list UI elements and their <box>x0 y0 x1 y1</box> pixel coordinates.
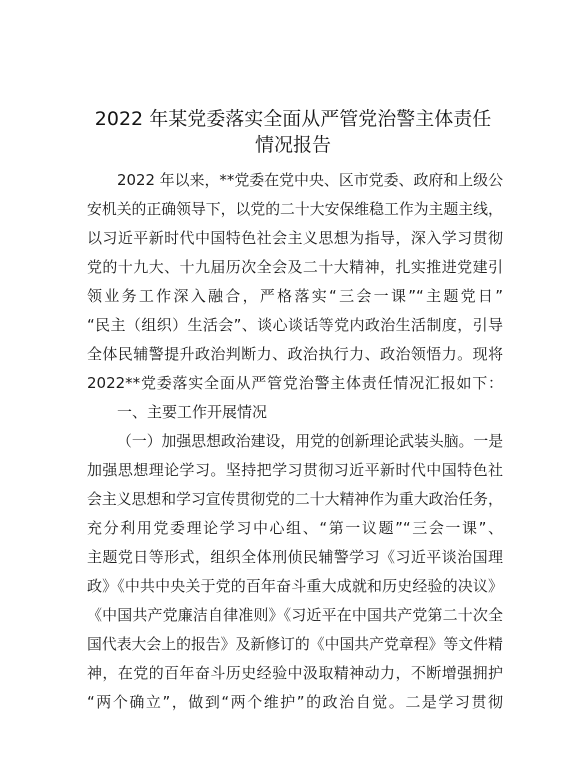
section-body-line: 会主义思想和学习宣传贯彻党的二十大精神作为重大政治任务， <box>87 490 503 508</box>
intro-paragraph-line: 安机关的正确领导下，以党的二十大安保维稳工作为主题主线， <box>87 200 503 218</box>
section-body-line: 国代表大会上的报告》及新修订的《中国共产党章程》等文件精 <box>87 635 503 653</box>
section-body-line: 充分利用党委理论学习中心组、“第一议题”“三会一课”、 <box>87 519 503 537</box>
intro-paragraph-line: “民主（组织）生活会”、谈心谈话等党内政治生活制度，引导 <box>87 316 503 334</box>
section-body-line: （一）加强思想政治建设，用党的创新理论武装头脑。一是 <box>117 432 504 450</box>
intro-paragraph-line: 领业务工作深入融合，严格落实“三会一课”“主题党日” <box>87 287 503 305</box>
intro-paragraph-line: 2022**党委落实全面从严管党治警主体责任情况汇报如下： <box>87 374 503 392</box>
intro-paragraph-line: 2022 年以来，**党委在党中央、区市党委、政府和上级公 <box>117 171 504 189</box>
intro-paragraph-line: 党的十九大、十九届历次全会及二十大精神，扎实推进党建引 <box>87 258 503 276</box>
document-title-line-1: 2022 年某党委落实全面从严管党治警主体责任 <box>94 108 492 130</box>
section-body-line: “两个确立”，做到“两个维护”的政治自觉。二是学习贯彻 <box>87 693 503 711</box>
section-heading: 一、主要工作开展情况 <box>117 403 268 421</box>
section-body-line: 神，在党的百年奋斗历史经验中汲取精神动力，不断增强拥护 <box>87 664 503 682</box>
section-body-line: 主题党日等形式，组织全体刑侦民辅警学习《习近平谈治国理 <box>87 548 503 566</box>
intro-paragraph-line: 以习近平新时代中国特色社会主义思想为指导，深入学习贯彻 <box>87 229 503 247</box>
section-body-line: 政》《中共中央关于党的百年奋斗重大成就和历史经验的决议》 <box>87 577 503 595</box>
intro-paragraph-line: 全体民辅警提升政治判断力、政治执行力、政治领悟力。现将 <box>87 345 503 363</box>
section-body-line: 加强思想理论学习。坚持把学习贯彻习近平新时代中国特色社 <box>87 461 503 479</box>
document-title-line-2: 情况报告 <box>254 134 331 156</box>
section-body-line: 《中国共产党廉洁自律准则》《习近平在中国共产党第二十次全 <box>87 606 503 624</box>
